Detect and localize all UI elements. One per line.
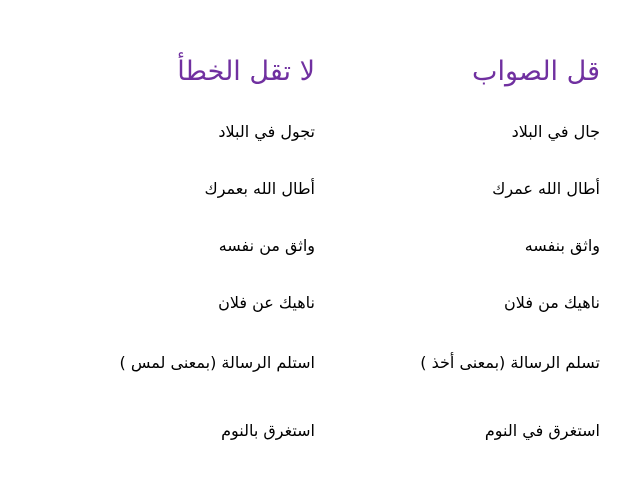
- correct-heading: قل الصواب: [472, 56, 600, 87]
- incorrect-item: استلم الرسالة (بمعنى لمس ): [119, 353, 315, 372]
- incorrect-heading: لا تقل الخطأ: [177, 56, 315, 87]
- incorrect-item: واثق من نفسه: [218, 236, 315, 255]
- correct-item: ناهيك من فلان: [504, 293, 600, 312]
- correct-item: أطال الله عمرك: [492, 179, 600, 198]
- correct-item: واثق بنفسه: [524, 236, 600, 255]
- incorrect-item: أطال الله بعمرك: [204, 179, 315, 198]
- correct-item: جال في البلاد: [511, 122, 600, 141]
- incorrect-item: تجول في البلاد: [218, 122, 315, 141]
- incorrect-item: ناهيك عن فلان: [218, 293, 315, 312]
- incorrect-item: استغرق بالنوم: [221, 421, 315, 440]
- correct-item: استغرق في النوم: [484, 421, 600, 440]
- correct-item: تسلم الرسالة (بمعنى أخذ ): [420, 353, 600, 372]
